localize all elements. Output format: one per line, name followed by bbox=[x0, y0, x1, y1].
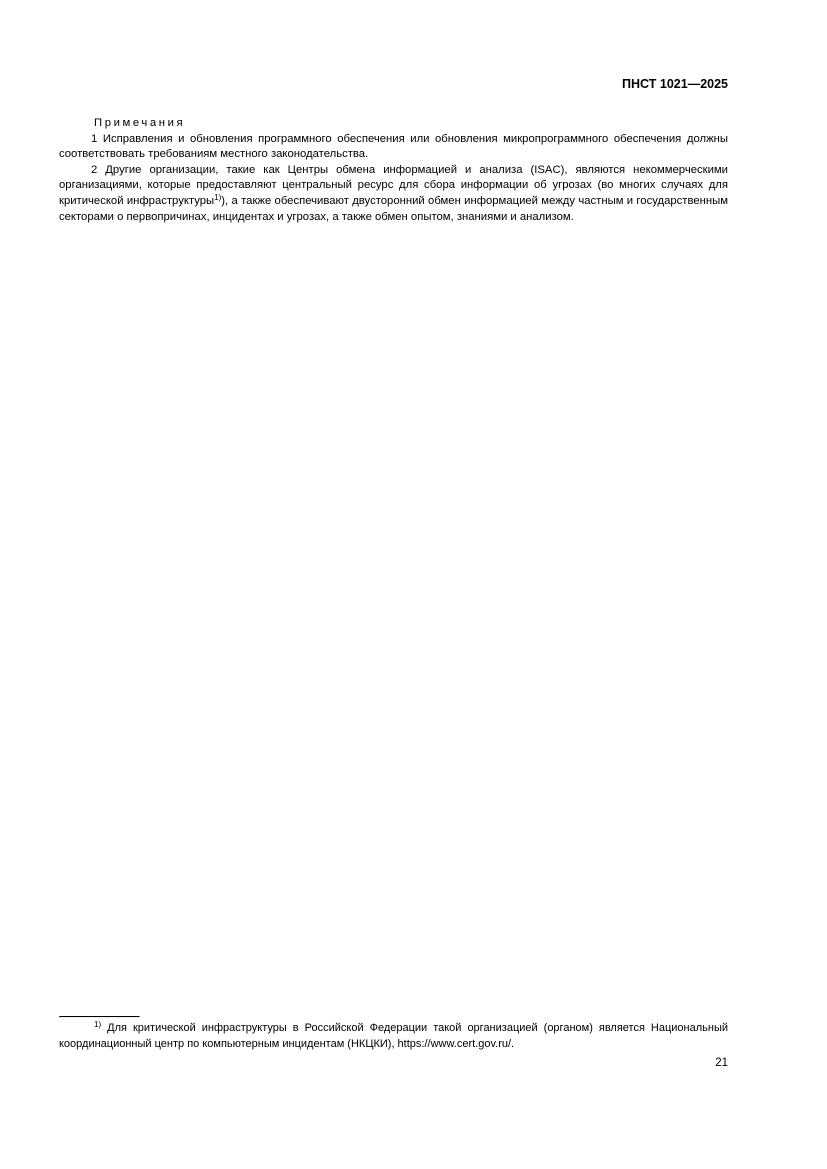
footnote-reference: 1) bbox=[214, 192, 222, 202]
note-2-text-before: 2 Другие организации, такие как Центры обмена информацией и анализа (ISAC), являются некоммерческими организациями, которые предоставляют центральный ресурс для сбора информации об угрозах (во многих случаях для критической инфраструктуры bbox=[59, 163, 728, 207]
note-1: 1 Исправления и обновления программного обеспечения или обновления микропрограммного обеспечения должны соответствовать требованиям местного законодательства. bbox=[59, 132, 728, 161]
footnote bbox=[59, 1021, 728, 1052]
footnote-marker: 1) bbox=[94, 1020, 102, 1029]
note-2 bbox=[59, 163, 728, 225]
notes-title: Примечания bbox=[94, 117, 186, 129]
notes-block bbox=[59, 116, 728, 225]
footnote-text: Для критической инфраструктуры в Российской Федерации такой организацией (органом) является Национальный координационный центр по компьютерным инцидентам (НКЦКИ), https://www.cert.gov.ru/. bbox=[59, 1022, 728, 1050]
note-2-text-after: ), а также обеспечивают двусторонний обмен информацией между частным и государственным секторами о первопричинах, инцидентах и угрозах, а также обмен опытом, знаниями и анализом. bbox=[59, 194, 729, 223]
footnote-separator bbox=[59, 1016, 140, 1018]
document-code: ПНСТ 1021—2025 bbox=[622, 77, 728, 91]
page-number: 21 bbox=[715, 1057, 728, 1069]
